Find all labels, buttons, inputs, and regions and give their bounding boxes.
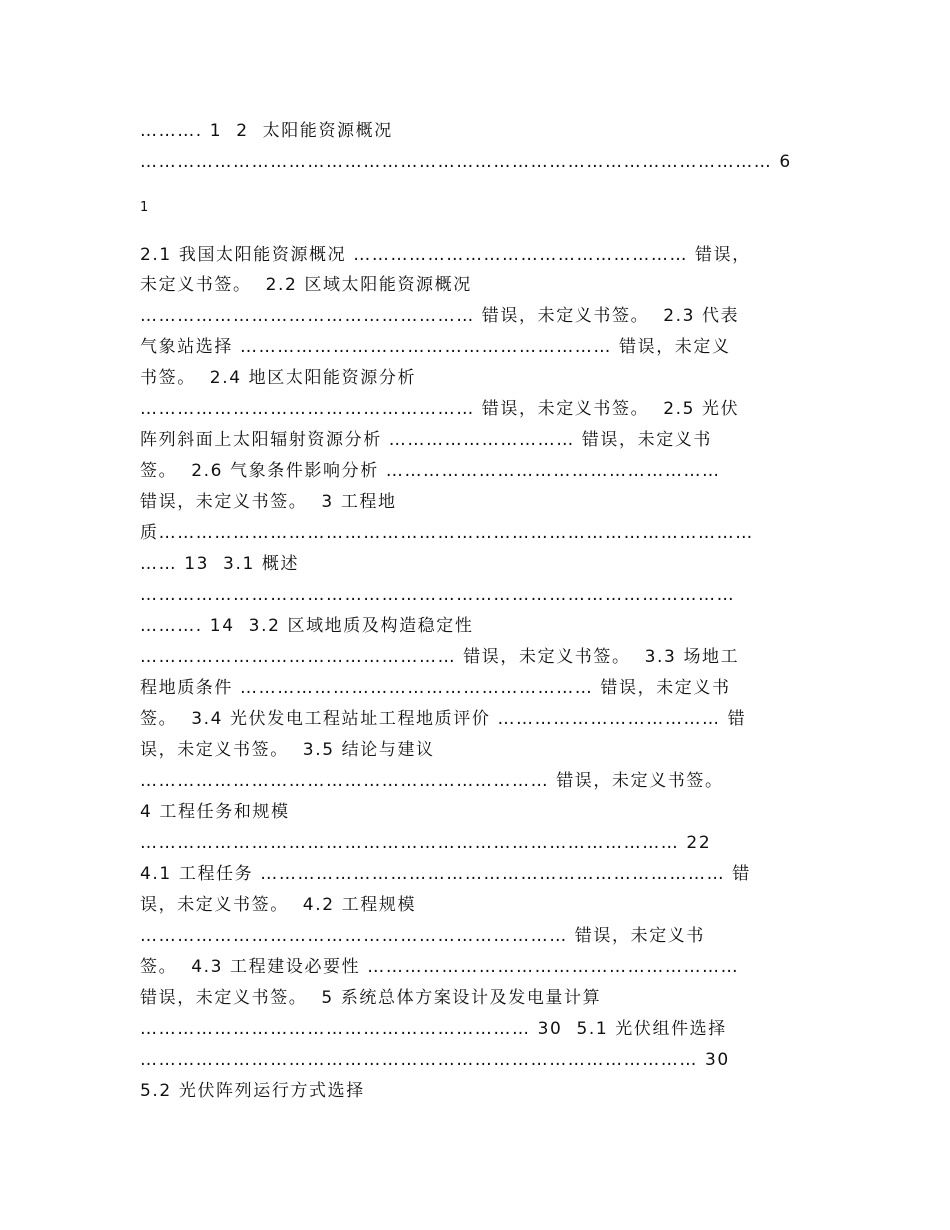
toc-line: ……………………………………………… 错误，未定义书签。 2.3 代表 bbox=[140, 306, 740, 326]
toc-line: 错误，未定义书签。 3 工程地 bbox=[140, 492, 397, 512]
toc-line: 错误，未定义书签。 5 系统总体方案设计及发电量计算 bbox=[140, 988, 602, 1008]
toc-line: ………. 1 2 太阳能资源概况 bbox=[140, 121, 393, 141]
toc-line: 程地质条件 ………………………………………………… 错误，未定义书 bbox=[140, 678, 731, 698]
toc-line: …………………………………………… 错误，未定义书签。 3.3 场地工 bbox=[140, 647, 740, 667]
toc-line: ………………………………………………………………………………………… 6 bbox=[140, 152, 792, 172]
toc-line: 质…………………………………………………………………………………… bbox=[140, 523, 754, 543]
toc-line: 4.1 工程任务 ………………………………………………………………… 错 bbox=[140, 864, 751, 884]
toc-line: 签。 3.4 光伏发电工程站址工程地质评价 ……………………………… 错 bbox=[140, 709, 747, 729]
toc-line: ……………………………………………… 错误，未定义书签。 2.5 光伏 bbox=[140, 399, 740, 419]
toc-line: ……………………………………………………………………………… 30 bbox=[140, 1050, 730, 1070]
toc-line: 气象站选择 …………………………………………………… 错误，未定义 bbox=[140, 337, 731, 357]
toc-line: ………………………………………………………… 错误，未定义书签。 bbox=[140, 771, 724, 791]
toc-line: 4 工程任务和规模 bbox=[140, 802, 290, 822]
toc-line: ……………………………………………………… 30 5.1 光伏组件选择 bbox=[140, 1019, 727, 1039]
toc-line: 阵列斜面上太阳辐射资源分析 ………………………… 错误，未定义书 bbox=[140, 430, 713, 450]
toc-line: 5.2 光伏阵列运行方式选择 bbox=[140, 1081, 365, 1101]
page-number: 1 bbox=[140, 200, 149, 215]
toc-line: 签。 2.6 气象条件影响分析 ……………………………………………… bbox=[140, 461, 721, 481]
toc-line: 书签。 2.4 地区太阳能资源分析 bbox=[140, 368, 417, 388]
toc-line: ………. 14 3.2 区域地质及构造稳定性 bbox=[140, 616, 474, 636]
toc-line: …… 13 3.1 概述 bbox=[140, 554, 300, 574]
toc-line: 未定义书签。 2.2 区域太阳能资源概况 bbox=[140, 275, 472, 295]
toc-line: 2.1 我国太阳能资源概况 ……………………………………………… 错误， bbox=[140, 245, 751, 265]
toc-line: …………………………………………………………………………………… bbox=[140, 585, 736, 605]
toc-line: 误，未定义书签。 3.5 结论与建议 bbox=[140, 740, 435, 760]
toc-line: 签。 4.3 工程建设必要性 …………………………………………………… bbox=[140, 957, 740, 977]
toc-line: 误，未定义书签。 4.2 工程规模 bbox=[140, 895, 417, 915]
toc-line: …………………………………………………………………………… 22 bbox=[140, 833, 712, 853]
toc-line: …………………………………………………………… 错误，未定义书 bbox=[140, 926, 706, 946]
